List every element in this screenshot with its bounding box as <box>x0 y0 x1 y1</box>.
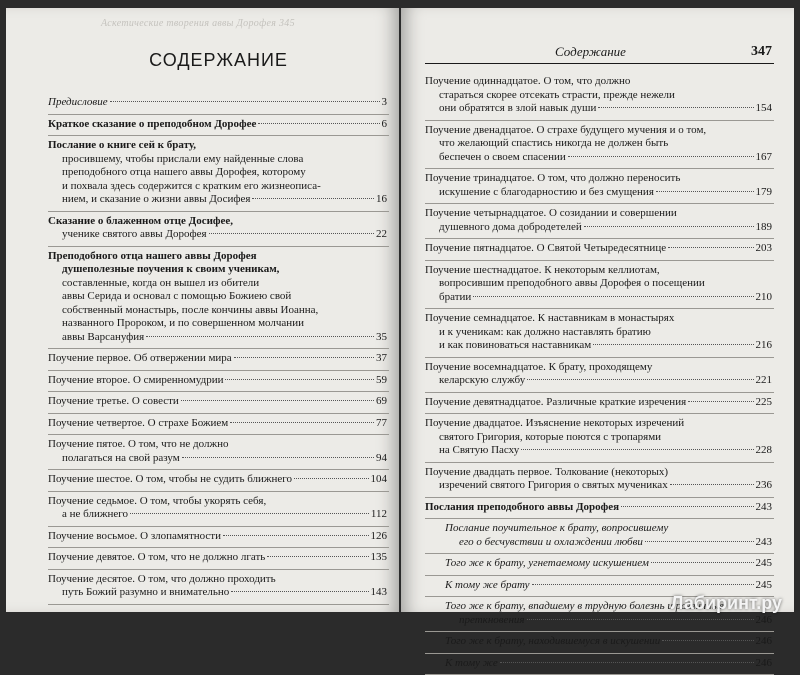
dot-leader <box>662 640 753 641</box>
toc-entry <box>425 463 774 498</box>
toc-entry <box>425 498 774 520</box>
contents-title: СОДЕРЖАНИЕ <box>48 50 389 71</box>
dot-leader <box>146 336 374 337</box>
toc-entry <box>48 247 389 350</box>
entry-heading: Поучение пятнадцатое. <box>425 242 534 254</box>
entry-line <box>48 473 387 487</box>
entry-line <box>48 586 387 600</box>
entry-page: 154 <box>756 102 773 116</box>
dot-leader <box>225 379 374 380</box>
toc-left <box>48 93 389 605</box>
entry-page: 35 <box>376 331 387 345</box>
dot-leader <box>621 506 753 507</box>
entry-page: 167 <box>756 151 773 165</box>
entry-line <box>425 242 772 256</box>
toc-entry <box>425 72 774 121</box>
dot-leader <box>668 247 753 248</box>
entry-heading: Поучение тринадцатое. <box>425 172 534 184</box>
entry-line <box>425 444 772 458</box>
entry-line <box>48 331 387 345</box>
toc-entry <box>48 115 389 137</box>
toc-entry <box>48 470 389 492</box>
entry-page: 216 <box>756 339 773 353</box>
entry-line <box>425 186 772 200</box>
entry-continuation: стараться скорее отсекать страсти, прежде нежели <box>425 89 772 103</box>
entry-line <box>445 579 772 593</box>
entry-title: О совести <box>132 395 179 407</box>
entry-title: О том, чтобы укорять себя, <box>140 495 267 507</box>
entry-continuation: изречений святого Григория о святых мучениках <box>439 479 668 493</box>
toc-entry <box>48 392 389 414</box>
entry-page: 3 <box>382 96 388 110</box>
entry-heading: Поучение двадцать первое. <box>425 466 552 478</box>
entry-heading: Поучение четвертое. <box>48 417 145 429</box>
entry-continuation: что желающий спастись никогда не должен быть <box>425 137 772 151</box>
toc-entry <box>48 570 389 605</box>
entry-heading: Предисловие <box>48 96 108 108</box>
entry-continuation: аввы Варсануфия <box>62 331 144 345</box>
entry-title: К некоторым келлиотам, <box>544 264 659 276</box>
entry-line <box>48 452 387 466</box>
entry-line <box>425 374 772 388</box>
entry-heading: Поучение девятнадцатое. <box>425 396 544 408</box>
entry-continuation: братии <box>439 291 471 305</box>
dot-leader <box>223 535 369 536</box>
entry-continuation: и как повиноваться наставникам <box>439 339 591 353</box>
dot-leader <box>527 619 754 620</box>
entry-heading: Послания преподобного аввы Дорофея <box>425 501 619 513</box>
entry-heading: Поучение шестнадцатое. <box>425 264 541 276</box>
dot-leader <box>209 233 374 234</box>
entry-heading: Поучение четырнадцатое. <box>425 207 546 219</box>
entry-heading: Поучение восемнадцатое. <box>425 361 546 373</box>
dot-leader <box>593 344 753 345</box>
entry-continuation: аввы Серида и основал с помощью Божиею свой <box>48 290 387 304</box>
page-number: 347 <box>751 44 772 60</box>
entry-continuation: на Святую Пасху <box>439 444 519 458</box>
dot-leader <box>584 226 754 227</box>
entry-heading: Преподобного отца нашего аввы Дорофея <box>48 250 257 262</box>
entry-page: 69 <box>376 395 387 409</box>
entry-page: 94 <box>376 452 387 466</box>
running-title: Содержание <box>555 44 626 60</box>
entry-continuation: вопросившим преподобного аввы Дорофея о посещении <box>425 277 772 291</box>
dot-leader <box>234 357 374 358</box>
entry-heading: Поучение первое. <box>48 352 131 364</box>
entry-title: О Святой Четыредесятнице <box>537 242 666 254</box>
toc-entry <box>48 492 389 527</box>
entry-continuation: ученике святого аввы Дорофея <box>62 228 207 242</box>
entry-page: 203 <box>756 242 773 256</box>
toc-entry <box>425 358 774 393</box>
entry-page: 143 <box>371 586 388 600</box>
entry-line <box>48 530 387 544</box>
running-header <box>425 44 774 64</box>
entry-title: О созидании и совершении <box>549 207 677 219</box>
entry-continuation: беспечен о своем спасении <box>439 151 566 165</box>
entry-title: О том, чтобы не судить ближнего <box>136 473 292 485</box>
entry-heading: Послание поучительное к брату, вопросившему <box>445 522 668 534</box>
entry-page: 245 <box>756 557 773 571</box>
entry-heading: К тому же <box>445 657 498 669</box>
entry-page: 221 <box>756 374 773 388</box>
dot-leader <box>258 123 379 124</box>
toc-entry <box>48 93 389 115</box>
entry-title: О том, что должно проходить <box>138 573 276 585</box>
entry-title: О смиренномудрии <box>133 374 224 386</box>
entry-title: К брату, проходящему <box>549 361 653 373</box>
dot-leader <box>670 484 754 485</box>
entry-title: О том, что должно переносить <box>537 172 680 184</box>
entry-continuation: а не ближнего <box>62 508 128 522</box>
dot-leader <box>267 556 368 557</box>
entry-title: Различные краткие изречения <box>546 396 686 408</box>
entry-continuation: его о бесчувствии и охлаждении любви <box>459 536 643 550</box>
entry-continuation: келарскую службу <box>439 374 525 388</box>
entry-continuation: они обратятся в злой навык души <box>439 102 596 116</box>
entry-page: 246 <box>756 614 773 628</box>
entry-page: 179 <box>756 186 773 200</box>
entry-page: 189 <box>756 221 773 235</box>
entry-continuation: собственный монастырь, после кончины аввы Иоанна, <box>48 304 387 318</box>
entry-heading: Поучение двенадцатое. <box>425 124 534 136</box>
entry-line <box>48 395 387 409</box>
toc-entry <box>48 435 389 470</box>
entry-line <box>48 193 387 207</box>
toc-entry <box>48 548 389 570</box>
toc-entry <box>425 121 774 170</box>
toc-entry <box>48 136 389 212</box>
entry-continuation: и к ученикам: как должно наставлять братию <box>425 326 772 340</box>
entry-line <box>445 635 772 649</box>
toc-entry <box>48 414 389 436</box>
toc-entry <box>425 169 774 204</box>
entry-heading: Того же к брату, находившемуся в искушении <box>445 635 660 647</box>
dot-leader <box>182 457 374 458</box>
entry-heading: Поучение седьмое. <box>48 495 137 507</box>
entry-line <box>48 96 387 110</box>
entry-page: 135 <box>371 551 388 565</box>
dot-leader <box>656 191 754 192</box>
entry-title: О том, что не должно <box>128 438 229 450</box>
entry-line <box>445 536 772 550</box>
toc-entry <box>425 632 774 654</box>
entry-line <box>445 657 772 671</box>
entry-page: 77 <box>376 417 387 431</box>
entry-continuation: полагаться на свой разум <box>62 452 180 466</box>
entry-line <box>48 118 387 132</box>
entry-line <box>48 551 387 565</box>
entry-line <box>48 228 387 242</box>
entry-line <box>425 339 772 353</box>
entry-continuation: названного Пророком, и по совершенном молчании <box>48 317 387 331</box>
toc-entry <box>425 239 774 261</box>
entry-heading: Поучение шестое. <box>48 473 133 485</box>
right-page <box>401 8 794 612</box>
entry-line <box>425 501 772 515</box>
entry-heading: Поучение десятое. <box>48 573 135 585</box>
watermark-logo: Лабиринт.ру <box>671 593 782 614</box>
entry-continuation: душевного дома добродетелей <box>439 221 582 235</box>
toc-entry <box>425 554 774 576</box>
dot-leader <box>500 662 754 663</box>
toc-entry <box>48 212 389 247</box>
entry-heading: Поучение второе. <box>48 374 130 386</box>
entry-title: К наставникам в монастырях <box>538 312 675 324</box>
entry-continuation: святого Григория, которые поются с тропарями <box>425 431 772 445</box>
toc-entry <box>425 261 774 310</box>
toc-entry <box>48 371 389 393</box>
entry-page: 37 <box>376 352 387 366</box>
dot-leader <box>598 107 753 108</box>
entry-continuation: искушение с благодарностию и без смущения <box>439 186 654 200</box>
dot-leader <box>252 198 374 199</box>
dot-leader <box>473 296 753 297</box>
entry-heading: Послание о книге сей к брату, <box>48 139 196 151</box>
entry-line <box>48 352 387 366</box>
toc-entry <box>425 519 774 554</box>
toc-entry <box>425 393 774 415</box>
entry-heading: Поучение пятое. <box>48 438 125 450</box>
toc-entry <box>48 527 389 549</box>
entry-continuation: и похвала здесь содержится с кратким его жизнеописа- <box>48 180 387 194</box>
entry-heading: Того же к брату, угнетаемому искушением <box>445 557 649 569</box>
entry-heading: Поучение одиннадцатое. <box>425 75 541 87</box>
entry-page: 246 <box>756 657 773 671</box>
entry-line <box>425 396 772 410</box>
entry-heading: Поучение третье. <box>48 395 129 407</box>
dot-leader <box>532 584 754 585</box>
bleed-through-text: Аскетические творения аввы Дорофея 345 <box>101 18 371 29</box>
entry-line <box>445 557 772 571</box>
entry-title: О том, что должно <box>543 75 630 87</box>
entry-page: 243 <box>756 536 773 550</box>
entry-line <box>445 614 772 628</box>
entry-title: О злопамятности <box>140 530 221 542</box>
entry-heading: Поучение восьмое. <box>48 530 137 542</box>
entry-page: 210 <box>756 291 773 305</box>
toc-entry <box>425 204 774 239</box>
entry-continuation: преподобного отца нашего аввы Дорофея, которому <box>48 166 387 180</box>
entry-page: 246 <box>756 635 773 649</box>
toc-entry <box>48 349 389 371</box>
entry-title: Об отвержении мира <box>134 352 232 364</box>
dot-leader <box>645 541 754 542</box>
entry-title: О том, что не должно лгать <box>138 551 266 563</box>
entry-page: 236 <box>756 479 773 493</box>
entry-line <box>48 508 387 522</box>
entry-page: 112 <box>371 508 387 522</box>
entry-continuation: нием, и сказание о жизни аввы Досифея <box>62 193 250 207</box>
entry-page: 6 <box>382 118 388 132</box>
entry-continuation: составленные, когда он вышел из обители <box>48 277 387 291</box>
entry-title: О страхе Божием <box>148 417 229 429</box>
entry-page: 126 <box>371 530 388 544</box>
entry-page: 245 <box>756 579 773 593</box>
dot-leader <box>527 379 753 380</box>
entry-continuation: путь Божий разумно и внимательно <box>62 586 229 600</box>
entry-title: Толкование (некоторых) <box>555 466 668 478</box>
entry-page: 22 <box>376 228 387 242</box>
entry-heading: Сказание о блаженном отце Досифее, <box>48 215 233 227</box>
dot-leader <box>130 513 369 514</box>
entry-title: Изъяснение некоторых изречений <box>526 417 685 429</box>
entry-title: О страхе будущего мучения и о том, <box>536 124 706 136</box>
entry-line <box>425 291 772 305</box>
dot-leader <box>110 101 380 102</box>
entry-continuation: преткновения <box>459 614 525 628</box>
dot-leader <box>294 478 368 479</box>
dot-leader <box>230 422 374 423</box>
entry-heading: Поучение девятое. <box>48 551 135 563</box>
entry-line <box>425 479 772 493</box>
toc-entry <box>425 654 774 675</box>
entry-continuation: просившему, чтобы прислали ему найденные слова <box>48 153 387 167</box>
dot-leader <box>688 401 753 402</box>
dot-leader <box>231 591 368 592</box>
entry-page: 104 <box>371 473 388 487</box>
entry-page: 228 <box>756 444 773 458</box>
entry-line <box>425 221 772 235</box>
entry-line <box>48 417 387 431</box>
entry-continuation: душеполезные поучения к своим ученикам, <box>48 263 387 277</box>
left-page <box>6 8 399 612</box>
entry-page: 225 <box>756 396 773 410</box>
dot-leader <box>181 400 374 401</box>
dot-leader <box>651 562 754 563</box>
entry-heading: Того же к брату, впадшему в трудную болезнь и различные <box>445 600 724 612</box>
entry-heading: Поучение семнадцатое. <box>425 312 535 324</box>
toc-entry <box>425 309 774 358</box>
entry-heading: Поучение двадцатое. <box>425 417 523 429</box>
toc-right <box>425 72 774 675</box>
entry-page: 59 <box>376 374 387 388</box>
entry-heading: К тому же брату <box>445 579 530 591</box>
entry-line <box>48 374 387 388</box>
toc-entry <box>425 414 774 463</box>
entry-page: 243 <box>756 501 773 515</box>
entry-page: 16 <box>376 193 387 207</box>
entry-line <box>425 151 772 165</box>
dot-leader <box>521 449 753 450</box>
entry-heading: Краткое сказание о преподобном Дорофее <box>48 118 256 130</box>
entry-line <box>425 102 772 116</box>
dot-leader <box>568 156 754 157</box>
